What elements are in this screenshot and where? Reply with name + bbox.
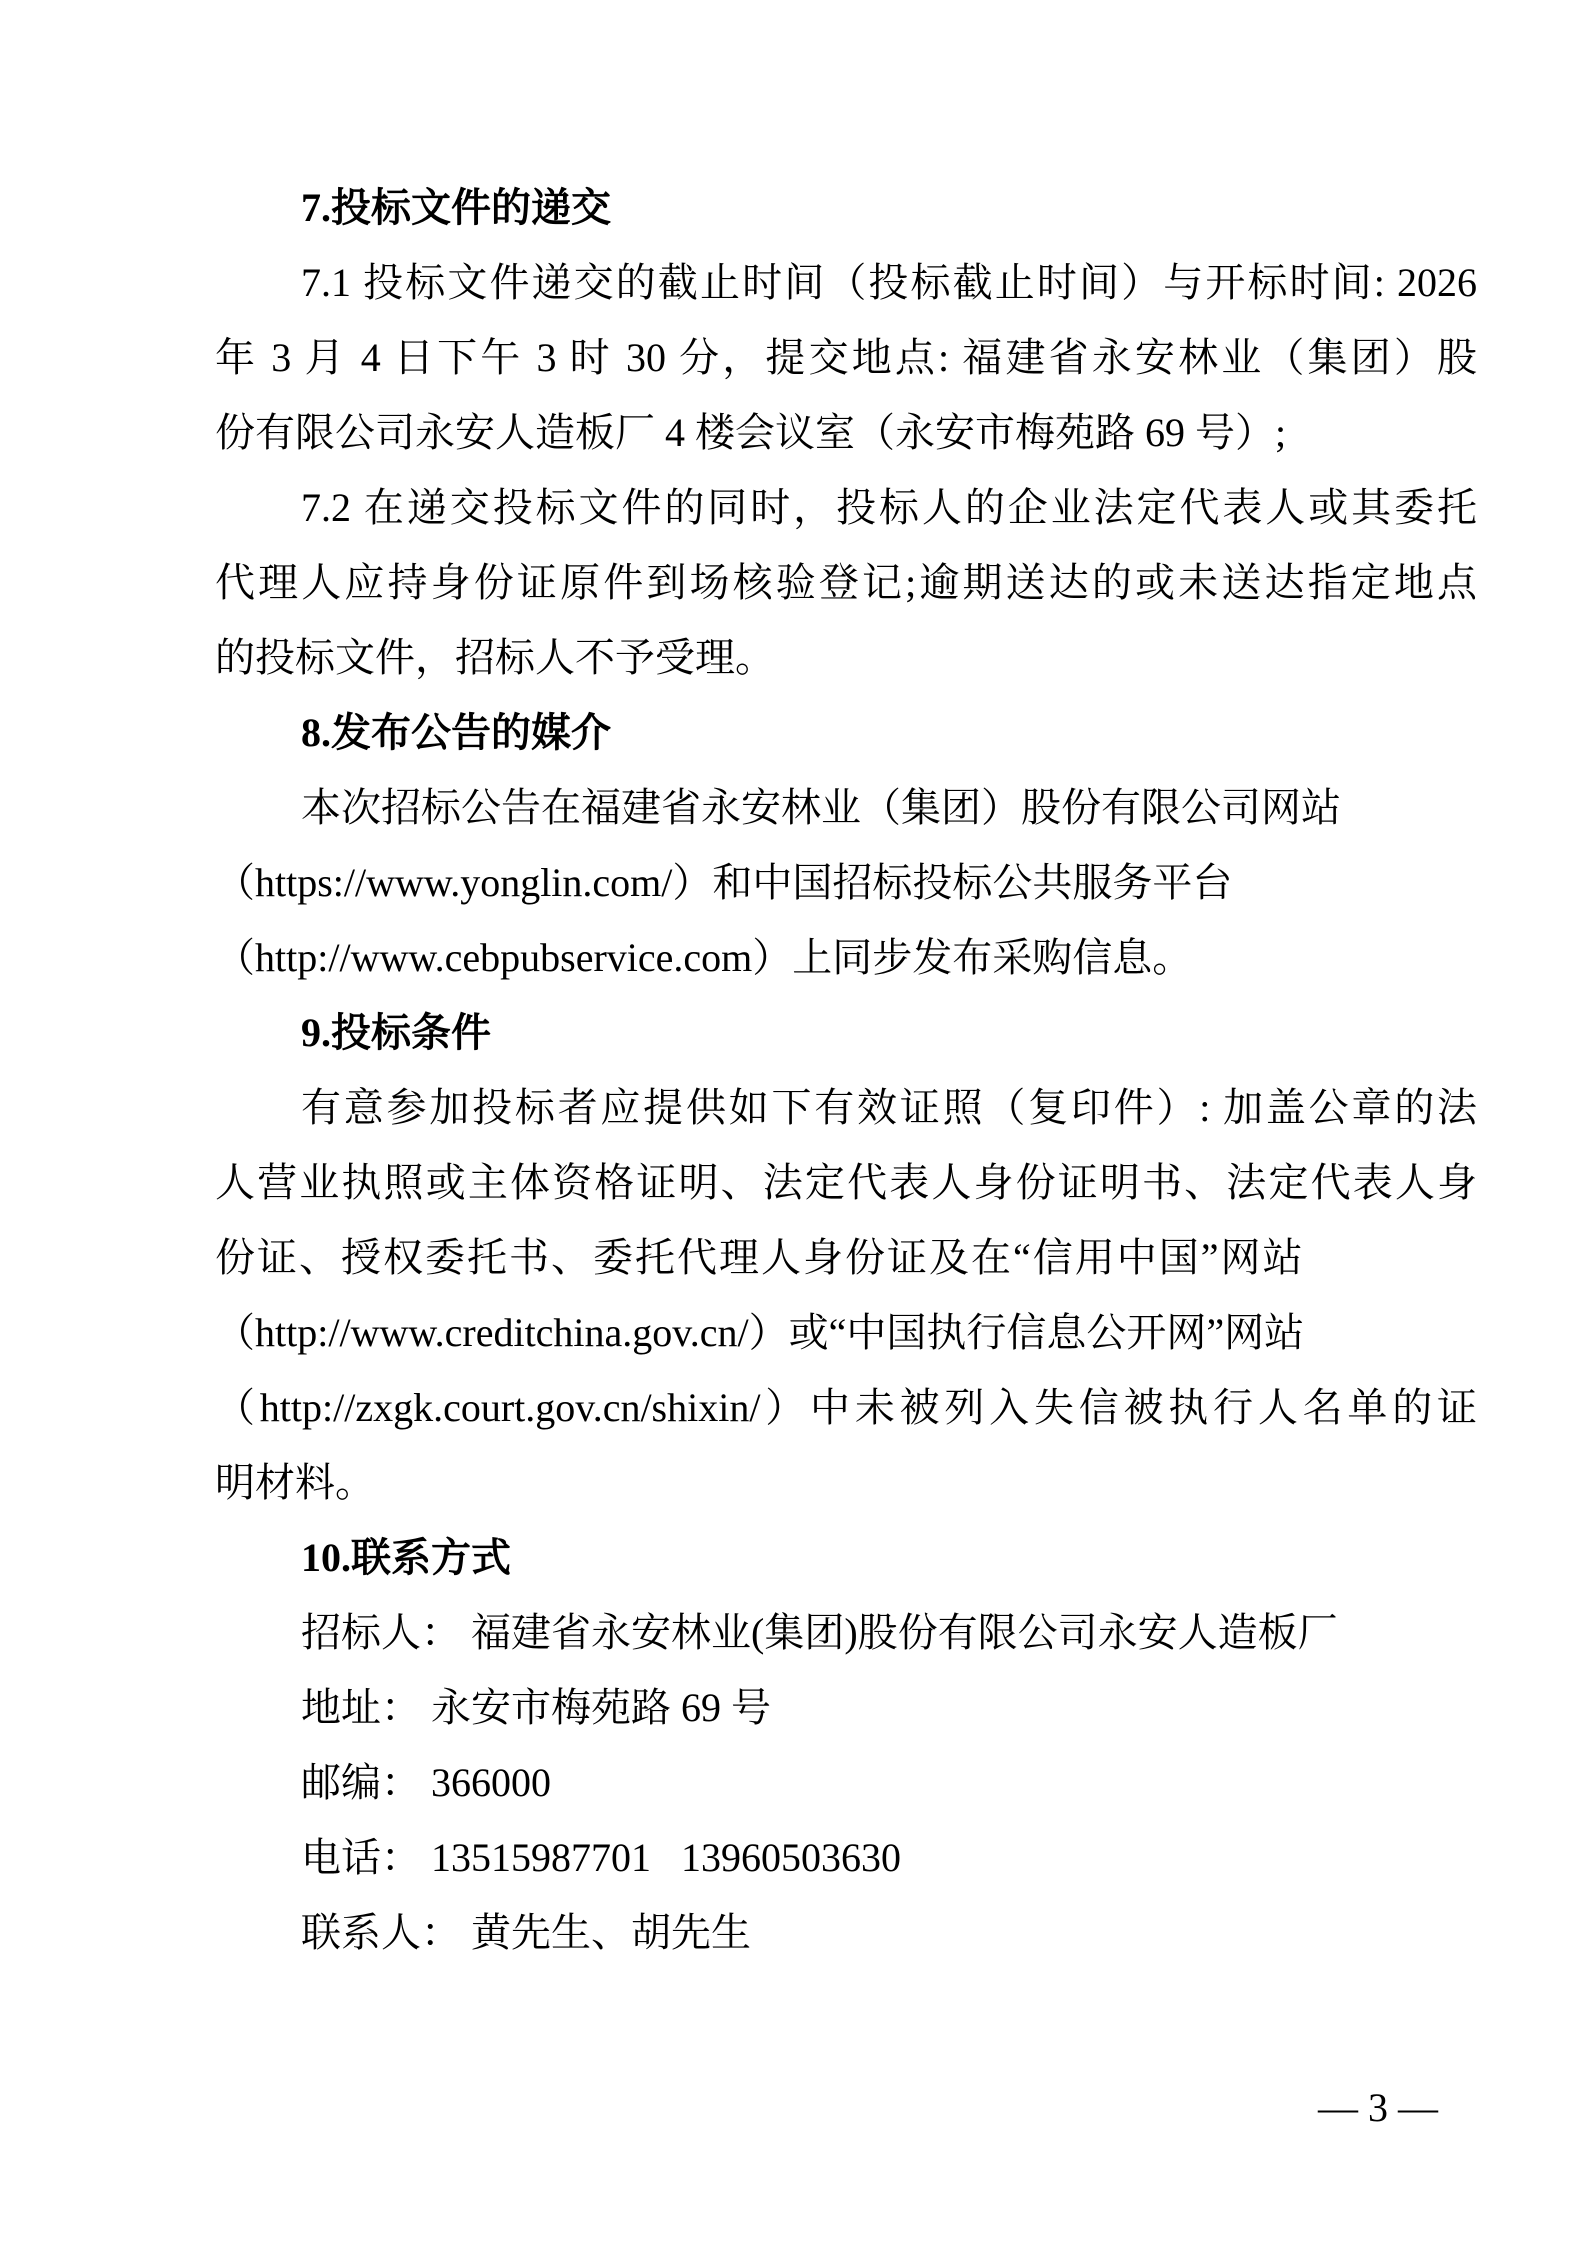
text-line: 7.2 在递交投标文件的同时，投标人的企业法定代表人或其委托	[301, 485, 1477, 530]
section-heading: 8.发布公告的媒介	[301, 710, 611, 755]
text-line: 邮编： 366000	[301, 1760, 551, 1805]
text-line: 年 3 月 4 日下午 3 时 30 分，提交地点: 福建省永安林业（集团）股	[215, 335, 1477, 380]
section-heading: 9.投标条件	[301, 1010, 491, 1055]
text-line: 人营业执照或主体资格证明、法定代表人身份证明书、法定代表人身	[215, 1160, 1477, 1205]
text-line: 招标人： 福建省永安林业(集团)股份有限公司永安人造板厂	[301, 1610, 1338, 1655]
text-line: 明材料。	[215, 1460, 375, 1505]
text-line: 有意参加投标者应提供如下有效证照（复印件）: 加盖公章的法	[301, 1085, 1477, 1130]
section-heading: 10.联系方式	[301, 1535, 511, 1580]
text-line: 联系人： 黄先生、胡先生	[301, 1910, 751, 1955]
section-heading: 7.投标文件的递交	[301, 185, 611, 230]
text-line: （http://zxgk.court.gov.cn/shixin/）中未被列入失信被执行人名单的证	[215, 1385, 1477, 1430]
text-line: 份有限公司永安人造板厂 4 楼会议室（永安市梅苑路 69 号）;	[215, 410, 1287, 455]
text-line: 本次招标公告在福建省永安林业（集团）股份有限公司网站	[301, 785, 1341, 830]
text-line: （https://www.yonglin.com/）和中国招标投标公共服务平台	[215, 860, 1233, 905]
page-number: — 3 —	[1318, 2085, 1438, 2130]
text-line: 电话： 13515987701 13960503630	[301, 1835, 901, 1880]
document-body	[215, 170, 1477, 1970]
text-line: 份证、授权委托书、委托代理人身份证及在“信用中国”网站	[215, 1235, 1305, 1280]
text-line: 地址： 永安市梅苑路 69 号	[301, 1685, 771, 1730]
text-line: 7.1 投标文件递交的截止时间（投标截止时间）与开标时间: 2026	[301, 260, 1477, 305]
text-line: 代理人应持身份证原件到场核验登记;逾期送达的或未送达指定地点	[215, 560, 1477, 605]
text-line: 的投标文件，招标人不予受理。	[215, 635, 775, 680]
text-line: （http://www.cebpubservice.com）上同步发布采购信息。	[215, 935, 1193, 980]
text-line: （http://www.creditchina.gov.cn/）或“中国执行信息公开网”网站	[215, 1310, 1305, 1355]
